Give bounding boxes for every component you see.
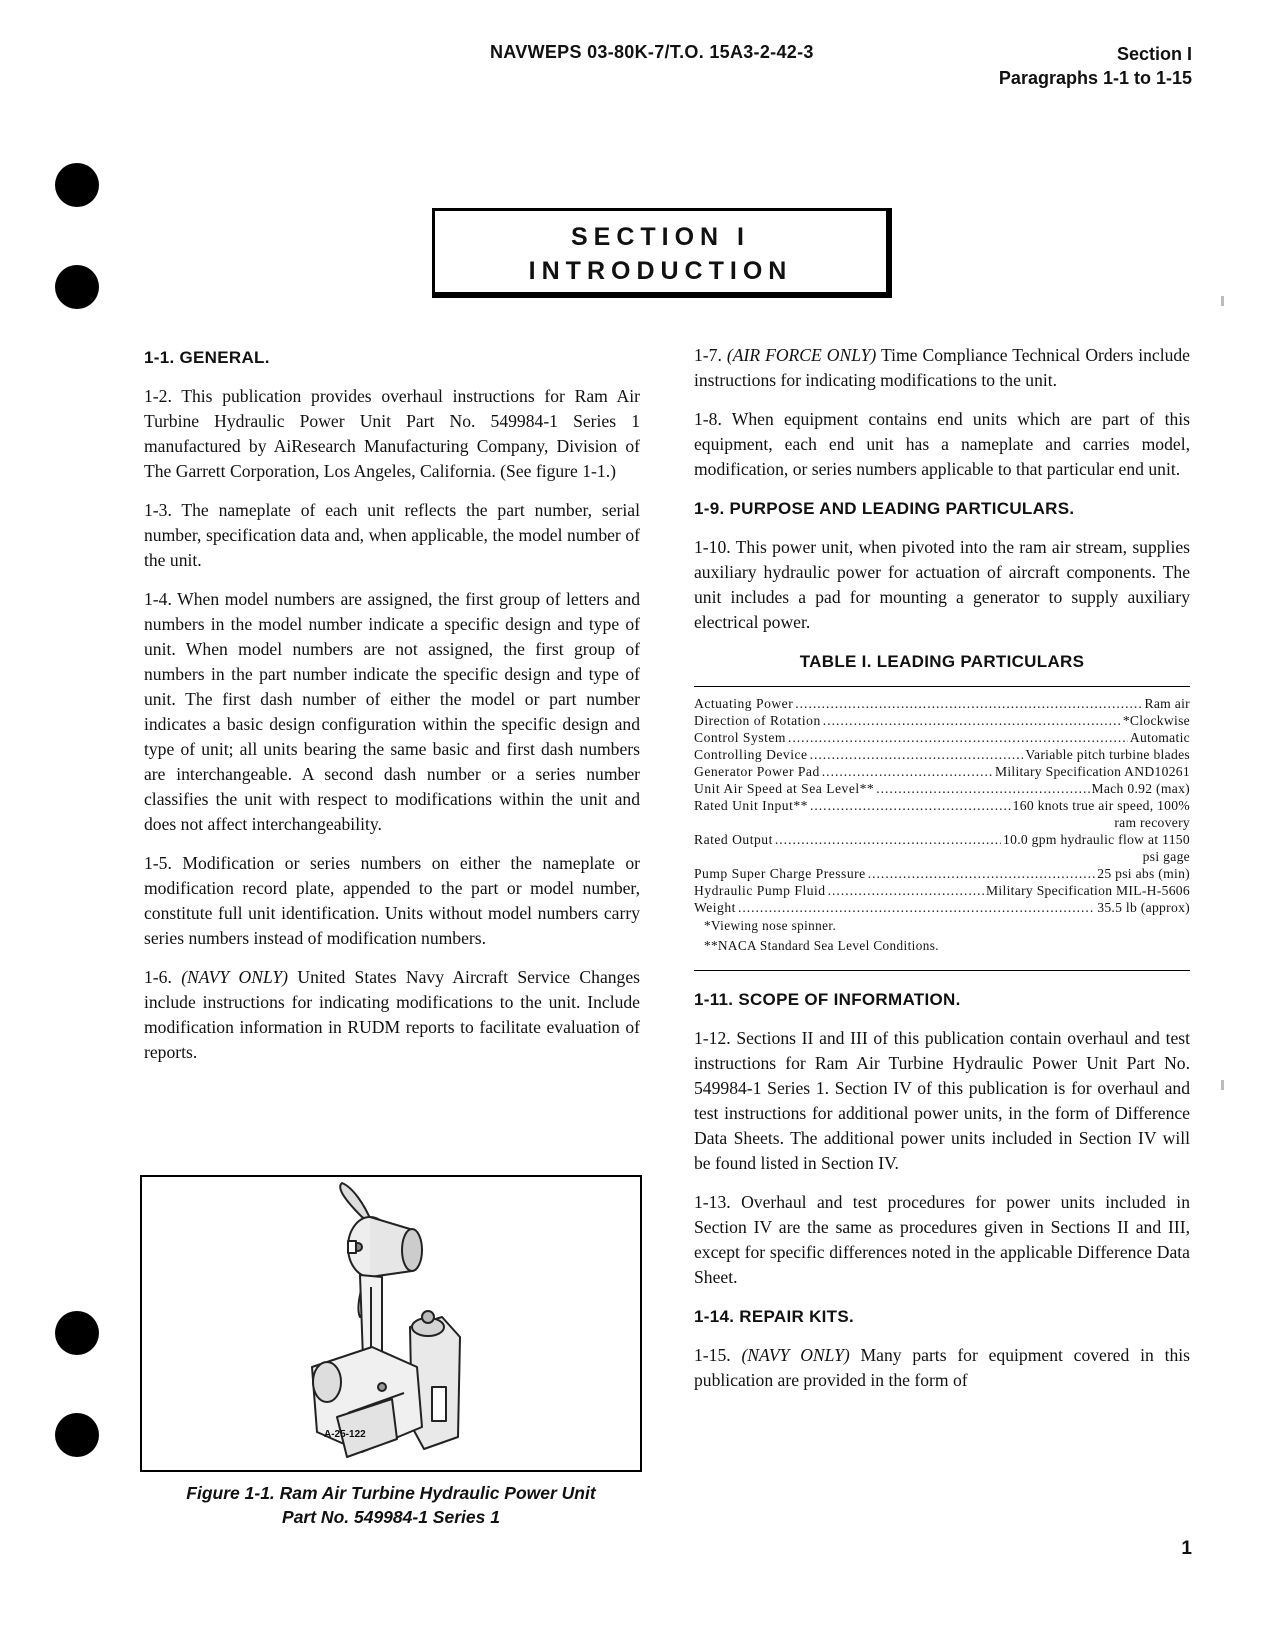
leading-particulars-table	[694, 695, 1190, 916]
particular-row	[694, 746, 1190, 763]
particular-value: Military Specification AND10261	[994, 764, 1190, 779]
particular-name: Hydraulic Pump Fluid	[694, 883, 826, 898]
paragraph-text: Many parts for equipment covered in this publication are provided in the form of	[694, 1345, 1190, 1390]
table-note-2: **NACA Standard Sea Level Conditions.	[704, 938, 939, 953]
section-header	[999, 42, 1192, 90]
particular-row	[694, 763, 1190, 780]
heading-general: 1-1. GENERAL.	[144, 348, 270, 367]
particular-name: Controlling Device	[694, 747, 808, 762]
particular-name: Generator Power Pad	[694, 764, 820, 779]
leader-dots	[810, 797, 1011, 814]
paragraph-1-8: 1-8. When equipment contains end units which are part of this equipment, each end unit has a nameplate and carries model, modification, or series numbers applicable to that particular end unit.	[694, 409, 1190, 479]
air-force-only-label: (AIR FORCE ONLY)	[726, 345, 877, 365]
section-title: SECTION I	[570, 223, 750, 251]
figure-caption	[140, 1481, 642, 1529]
particular-row	[694, 780, 1190, 797]
particular-value: 10.0 gpm hydraulic flow at 1150	[1003, 832, 1190, 847]
particular-row	[694, 797, 1190, 814]
paragraph-1-2: 1-2. This publication provides overhaul instructions for Ram Air Turbine Hydraulic Power Unit Part No. 549984-1 Series 1 manufactured by AiResearch Manufacturing Company, Division of The Garrett Corporation, Los Angeles, California. (See figure 1-1.)	[144, 386, 640, 481]
binder-hole-3	[55, 1311, 99, 1355]
particular-name: Unit Air Speed at Sea Level**	[694, 781, 875, 796]
leader-dots	[810, 746, 1024, 763]
particular-row	[694, 729, 1190, 746]
paragraph-1-5: 1-5. Modification or series numbers on either the nameplate or modification record plate, appended to the part or model number, constitute full unit identification. Units without model numbers carry series numbers instead of modification numbers.	[144, 853, 640, 948]
heading-repair-kits: 1-14. REPAIR KITS.	[694, 1307, 855, 1326]
particular-row	[694, 865, 1190, 882]
paragraph-number: 1-7.	[694, 345, 722, 365]
particular-row	[694, 695, 1190, 712]
paragraph-text: United States Navy Aircraft Service Changes include instructions for indicating modifications to the unit. Include modification information in RUDM reports to facilitate evaluation of reports.	[144, 967, 641, 1062]
left-column	[144, 345, 640, 1079]
particular-name: Actuating Power	[694, 696, 794, 711]
binder-hole-2	[55, 265, 99, 309]
particular-name: Weight	[694, 900, 736, 915]
paragraph-number: 1-15.	[694, 1345, 731, 1365]
ram-air-turbine-illustration	[142, 1177, 640, 1470]
particular-value: Military Specification MIL-H-5606	[986, 883, 1190, 898]
paragraph-1-15	[694, 1343, 1190, 1393]
leader-dots	[788, 729, 1128, 746]
particular-row	[694, 712, 1190, 729]
paragraph-1-13: 1-13. Overhaul and test procedures for power units included in Section IV are the same as procedures given in Sections II and III, except for specific differences noted in the applicable Difference Data Sheet.	[694, 1192, 1190, 1287]
leader-dots	[738, 899, 1095, 916]
particular-name: Pump Super Charge Pressure	[694, 866, 866, 881]
particular-row	[694, 882, 1190, 899]
paragraph-1-3: 1-3. The nameplate of each unit reflects the part number, serial number, specification data and, when applicable, the model number of the unit.	[144, 500, 640, 570]
leader-dots	[868, 865, 1096, 882]
paragraph-range: Paragraphs 1-1 to 1-15	[998, 68, 1192, 88]
table-note-1: *Viewing nose spinner.	[704, 918, 837, 933]
particular-value: Automatic	[1129, 730, 1190, 745]
particular-name: Rated Output	[694, 832, 773, 847]
paragraph-1-10: 1-10. This power unit, when pivoted into the ram air stream, supplies auxiliary hydraulic power for actuation of aircraft components. The unit includes a pad for mounting a generator to supply auxiliary electrical power.	[694, 537, 1190, 632]
particular-value: 25 psi abs (min)	[1097, 866, 1190, 881]
particular-value: 160 knots true air speed, 100%	[1012, 798, 1190, 813]
leader-dots	[828, 882, 984, 899]
section-label: Section I	[1116, 44, 1192, 64]
leader-dots	[823, 712, 1121, 729]
navy-only-label: (NAVY ONLY)	[181, 967, 289, 987]
particular-value: Ram air	[1144, 696, 1190, 711]
paragraph-1-12: 1-12. Sections II and III of this publication contain overhaul and test instructions for Ram Air Turbine Hydraulic Power Unit Part No. 549984-1 Series 1. Section IV of this publication is for overhaul and test instructions for additional power units, in the form of Difference Data Sheets. The additional power units included in Section IV will be found listed in Section IV.	[694, 1028, 1190, 1173]
figure-caption-line2: Part No. 549984-1 Series 1	[282, 1507, 500, 1527]
heading-purpose: 1-9. PURPOSE AND LEADING PARTICULARS.	[694, 499, 1075, 518]
particular-value: Mach 0.92 (max)	[1091, 781, 1190, 796]
table-top-rule	[694, 686, 1190, 687]
right-column	[694, 343, 1190, 1407]
scan-mark	[1221, 296, 1224, 306]
page-number: 1	[1181, 1538, 1192, 1559]
particular-row	[694, 831, 1190, 848]
binder-hole-4	[55, 1413, 99, 1457]
particular-value-continued: psi gage	[1142, 849, 1190, 864]
particular-value: Variable pitch turbine blades	[1025, 747, 1190, 762]
heading-scope: 1-11. SCOPE OF INFORMATION.	[694, 990, 961, 1009]
particular-name: Control System	[694, 730, 786, 745]
paragraph-1-4: 1-4. When model numbers are assigned, the first group of letters and numbers in the model number indicate a specific design and type of unit. When model numbers are not assigned, the first group of numbers in the part number indicate the specific design and type of unit. The first dash number of either the model or part number indicates a basic design configuration within the specific design and type of unit; all units bearing the same basic and first dash numbers are interchangeable. A second dash number or a series number classifies the unit with respect to modifications within the unit and does not affect interchangeability.	[144, 589, 640, 834]
section-subtitle: INTRODUCTION	[528, 257, 793, 285]
paragraph-text: Time Compliance Technical Orders include instructions for indicating modifications to the unit.	[694, 345, 1190, 390]
particular-name: Direction of Rotation	[694, 713, 821, 728]
paragraph-1-6	[144, 965, 640, 1065]
document-number: NAVWEPS 03-80K-7/T.O. 15A3-2-42-3	[490, 42, 814, 62]
particular-row	[694, 899, 1190, 916]
section-title-box	[432, 208, 892, 298]
figure-1-1	[140, 1175, 642, 1472]
paragraph-1-7	[694, 343, 1190, 393]
particular-value: 35.5 lb (approx)	[1097, 900, 1190, 915]
figure-caption-line1: Figure 1-1. Ram Air Turbine Hydraulic Power Unit	[186, 1483, 596, 1503]
table-bottom-rule	[694, 970, 1190, 971]
particular-name: Rated Unit Input**	[694, 798, 808, 813]
figure-code: A-25-122	[324, 1429, 366, 1440]
particular-value-continued: ram recovery	[1114, 815, 1190, 830]
scan-mark	[1221, 1080, 1224, 1090]
paragraph-number: 1-6.	[144, 967, 172, 987]
navy-only-label: (NAVY ONLY)	[741, 1345, 850, 1365]
leader-dots	[876, 780, 1089, 797]
particular-value: *Clockwise	[1122, 713, 1190, 728]
table-title: TABLE I. LEADING PARTICULARS	[799, 652, 1085, 671]
leader-dots	[822, 763, 993, 780]
leader-dots	[775, 831, 1001, 848]
leader-dots	[795, 695, 1142, 712]
binder-hole-1	[55, 163, 99, 207]
